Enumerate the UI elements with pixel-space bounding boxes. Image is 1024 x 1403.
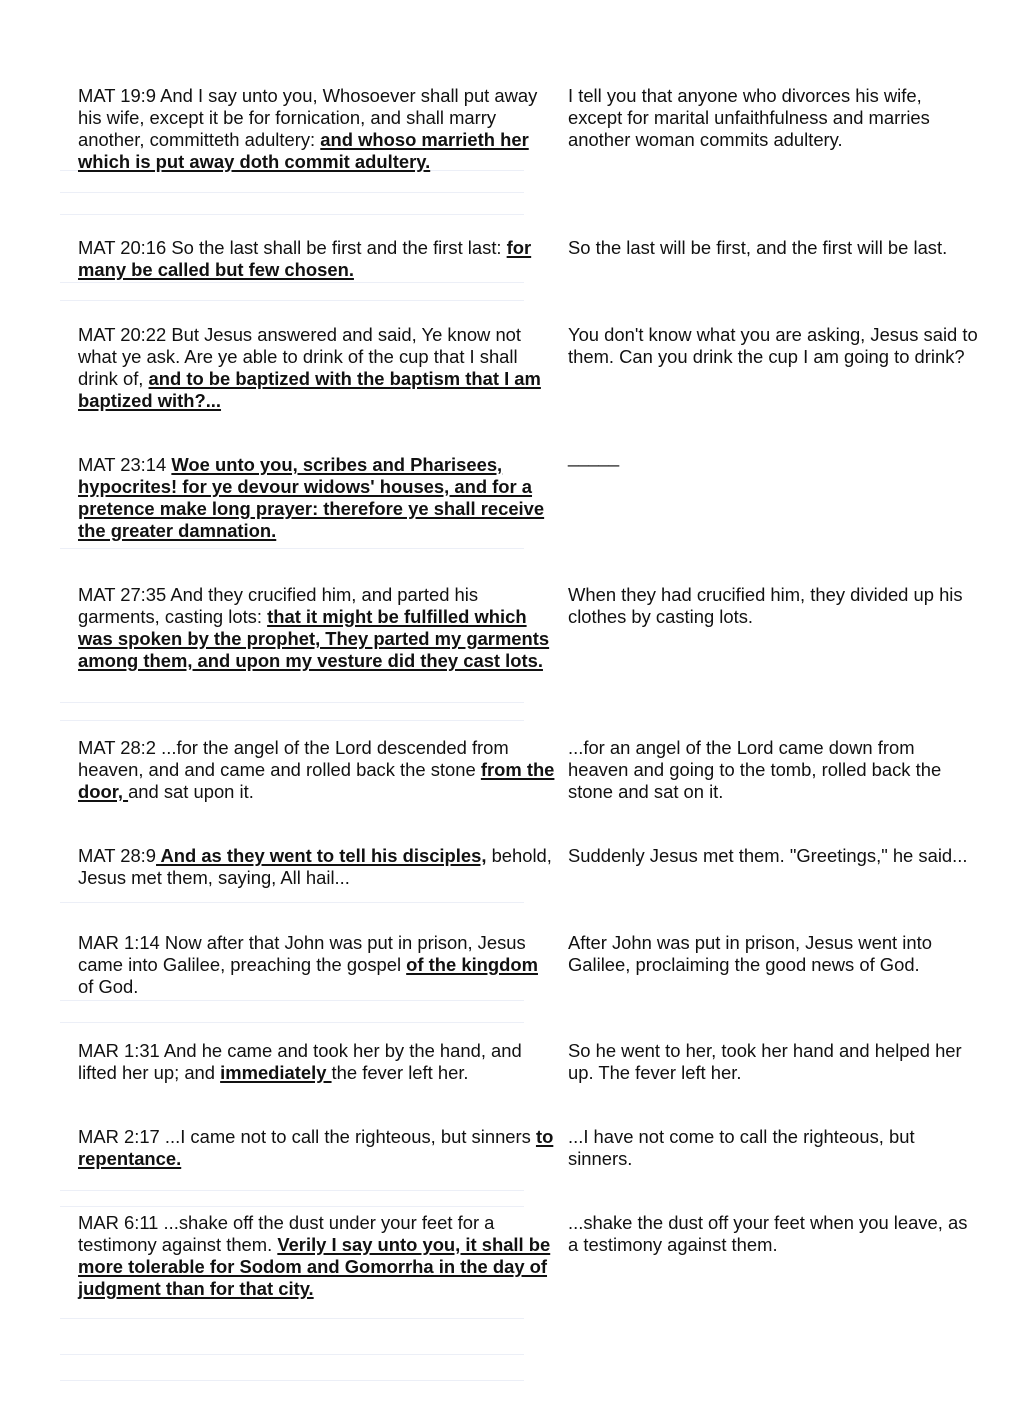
kjv-plain-text: MAT 20:22 But Jesus answered and said, Ye know not what ye ask. Are ye able to drink of the cup that I shall drink of, (78, 324, 522, 389)
kjv-plain-text: MAR 1:31 And he came and took her by the hand, and lifted her up; and (78, 1040, 522, 1083)
modern-translation-text: So the last will be first, and the first will be last. (568, 237, 948, 258)
modern-translation-text: ...for an angel of the Lord came down from heaven and going to the tomb, rolled back the stone and sat on it. (568, 737, 942, 802)
modern-translation-text: Suddenly Jesus met them. "Greetings," he said... (568, 845, 968, 866)
kjv-verse-text (78, 1126, 558, 1170)
kjv-trailing-text: and sat upon it. (128, 781, 254, 802)
bleed-through-line (60, 282, 524, 283)
bleed-through-line (60, 720, 524, 721)
kjv-trailing-text: of God. (78, 976, 139, 997)
bleed-through-line (60, 1190, 524, 1191)
kjv-plain-text: MAT 23:14 (78, 454, 172, 475)
kjv-verse-text (78, 1212, 558, 1300)
kjv-verse-text (78, 1040, 558, 1084)
omitted-phrase: And as they went to tell his disciples, (156, 845, 487, 866)
kjv-plain-text: MAT 20:16 So the last shall be first and the first last: (78, 237, 507, 258)
omitted-phrase: to repentance. (78, 1126, 554, 1169)
kjv-verse-text (78, 932, 558, 998)
bleed-through-line (60, 1206, 524, 1207)
kjv-plain-text: MAT 27:35 And they crucified him, and parted his garments, casting lots: (78, 584, 479, 627)
modern-translation-text: So he went to her, took her hand and helped her up. The fever left her. (568, 1040, 962, 1083)
kjv-plain-text: MAR 6:11 ...shake off the dust under your feet for a testimony against them. (78, 1212, 495, 1255)
modern-translation-text: _____ (568, 446, 620, 467)
kjv-verse-text (78, 454, 558, 542)
kjv-verse-text (78, 584, 558, 672)
omitted-phrase: of the kingdom (406, 954, 538, 975)
kjv-plain-text: MAR 2:17 ...I came not to call the righteous, but sinners (78, 1126, 536, 1147)
kjv-verse-text (78, 85, 558, 173)
bleed-through-line (60, 192, 524, 193)
kjv-verse-text (78, 845, 558, 889)
kjv-plain-text: MAT 19:9 And I say unto you, Whosoever shall put away his wife, except it be for fornication, and shall marry another, committeth adultery: (78, 85, 538, 150)
omitted-phrase: that it might be fulfilled which was spoken by the prophet, They parted my garments among them, and upon my vesture did they cast lots. (78, 606, 550, 671)
kjv-plain-text: MAT 28:9 (78, 845, 157, 866)
modern-translation-text: ...I have not come to call the righteous, but sinners. (568, 1126, 915, 1169)
omitted-phrase: Woe unto you, scribes and Pharisees, hypocrites! for ye devour widows' houses, and for a pretence make long prayer: therefore ye shall receive the greater damnation. (78, 454, 545, 541)
bleed-through-line (60, 548, 524, 549)
bleed-through-line (60, 1354, 524, 1355)
omitted-phrase: and to be baptized with the baptism that I am baptized with?... (78, 368, 541, 411)
modern-translation-text: You don't know what you are asking, Jesus said to them. Can you drink the cup I am going to drink? (568, 324, 978, 367)
modern-translation-text: After John was put in prison, Jesus went into Galilee, proclaiming the good news of God. (568, 932, 932, 975)
kjv-trailing-text: behold, Jesus met them, saying, All hail... (78, 845, 552, 888)
modern-translation-text: ...shake the dust off your feet when you leave, as a testimony against them. (568, 1212, 968, 1255)
kjv-trailing-text: the fever left her. (331, 1062, 469, 1083)
kjv-plain-text: MAR 1:14 Now after that John was put in prison, Jesus came into Galilee, preaching the gospel (78, 932, 526, 975)
omitted-phrase: from the door, (78, 759, 555, 802)
bleed-through-line (60, 1380, 524, 1381)
omitted-phrase: immediately (220, 1062, 332, 1083)
omitted-phrase: and whoso marrieth her which is put away doth commit adultery. (78, 129, 529, 172)
bleed-through-line (60, 902, 524, 903)
bleed-through-line (60, 1000, 524, 1001)
kjv-verse-text (78, 737, 558, 803)
omitted-phrase: Verily I say unto you, it shall be more tolerable for Sodom and Gomorrha in the day of judgment than for that city. (78, 1234, 551, 1299)
bleed-through-line (60, 1318, 524, 1319)
bleed-through-line (60, 300, 524, 301)
bleed-through-line (60, 1022, 524, 1023)
kjv-plain-text: MAT 28:2 ...for the angel of the Lord descended from heaven, and and came and rolled back the stone (78, 737, 509, 780)
modern-translation-text: When they had crucified him, they divided up his clothes by casting lots. (568, 584, 963, 627)
modern-translation-text: I tell you that anyone who divorces his wife, except for marital unfaithfulness and marries another woman commits adultery. (568, 85, 930, 150)
bleed-through-line (60, 214, 524, 215)
kjv-verse-text (78, 237, 558, 281)
bleed-through-line (60, 702, 524, 703)
omitted-phrase: for many be called but few chosen. (78, 237, 532, 280)
kjv-verse-text (78, 324, 558, 412)
